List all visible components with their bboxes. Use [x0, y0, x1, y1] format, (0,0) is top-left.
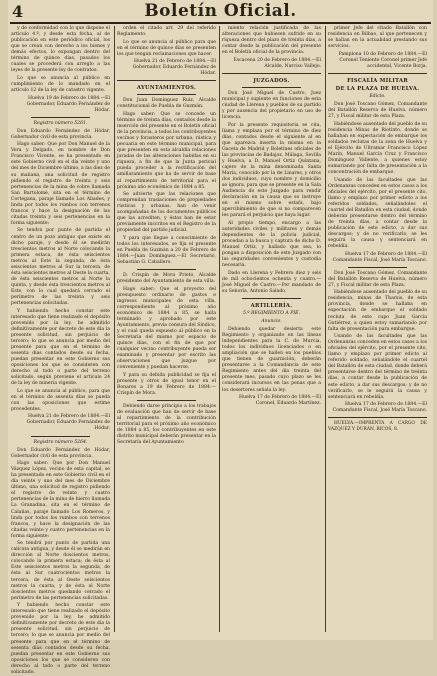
section-heading: Registro número 5261. — [33, 120, 88, 126]
paragraph: primer Jefe del citado Batallón con residencia en Bilbao, al que pertenecen y se hallan en la actualidad prestando sus servicios. — [328, 26, 427, 50]
column-divider — [219, 26, 220, 632]
paragraph: y de conformidad con lo que dispone el artículo 4.º, y desde esta fecha, al de publicación en este periódico oficial, los que se crean con derecho a los bienes y demás efectos, lo expongan dentro del término de quince días, pasados los cuales se procederá con arreglo a las leyes de la presente ley de contratos. — [11, 26, 110, 74]
section-heading: Registro número 5264. — [33, 439, 88, 445]
signature: Huelva 17 de Febrero de 1884.—El Comandante Fiscal, José María Toscano. — [332, 402, 427, 414]
header-rule — [10, 22, 431, 24]
divider — [31, 117, 90, 118]
signature: Pamplona 10 de Febrero de 1884.—El Coronel Teniente Coronel primer Jefe accidental, Vicente Borja. — [338, 51, 427, 69]
page-title: Boletín Oficial. — [144, 1, 297, 21]
column-divider — [325, 26, 326, 632]
paragraph: D. Crispín de Mora Prieto, Alcalde presidente del Ayuntamiento de esta villa. — [117, 273, 216, 285]
page-header — [8, 0, 433, 22]
section-subheading: Edicto. — [369, 93, 386, 99]
divider — [242, 87, 301, 88]
paragraph: Se advierte que las relaciones que comprendan traslaciones de propiedades rústicas y urbanas, han de venir acompañadas de los documentos públicos que las acrediten, y éstos han de estar previamente inscritos en el Registro de la propiedad del partido judicial. — [117, 192, 216, 234]
newspaper-page — [8, 0, 433, 675]
signature: Huelva 17 de Febrero de 1884.—El Comandante Fiscal, José María Toscano. — [332, 251, 427, 263]
column-2 — [117, 26, 216, 632]
divider — [242, 298, 301, 299]
divider — [117, 80, 216, 81]
signature: Huelva 21 de Febrero de 1884.—El Gobernador, Eduardo Fernández de Hódar. — [132, 59, 216, 77]
paragraph: Se tendrá por punto de partida el centro de un pozo antiguo que existe en dicho paraje, y desde él se medirán trescientos metros al Norte colocando la primera estaca, de ésta seiscientos metros al Este la segunda, de ésta seiscientos metros al Sur la tercera, de ésta seiscientos metros al Oeste la cuarta, de ésta seiscientos metros al Norte la quinta, y desde ésta trescientos metros al Este, con lo cual quedará cerrado el perímetro de las treinta y seis pertenencias solicitadas. — [11, 228, 110, 307]
divider — [137, 269, 196, 270]
paragraph: Hago saber: Que el proyecto del presupuesto ordinario de gastos e ingresos municipales de esta villa, correspondiente al próximo año económico de 1884 a 85, se halla terminado y aprobado por este Ayuntamiento, previa censura del Síndico, y el cual queda expuesto al público en la Secretaría del mismo por espacio de quince días, con el fin de que por cualquier vecino contribuyente pueda ser examinado y presentar por escrito las observaciones que juzgue por conveniente y puedan hacerse. — [117, 286, 216, 371]
column-divider — [114, 26, 115, 632]
section-heading: JUZGADOS. — [253, 77, 290, 84]
page-number: 4 — [12, 2, 24, 21]
section-subheading: Anuncio. — [261, 319, 282, 325]
divider — [348, 267, 407, 268]
paragraph: Y habiendo hecho constar este interesado que tiene realizado el depósito prevenido por la ley, he admitido definitivamente por decreto de este día la presente solicitud, sin perjuicio de tercero; lo que se anuncia por medio del presente para que en el término de sesenta días contados desde su fecha, puedan presentar en este Gobierno sus oposiciones los que se consideren con derecho al todo o parte del terreno solicitado. — [11, 603, 110, 675]
signature: Huelva 19 de Febrero de 1884.—El Gobernador, Eduardo Fernández de Hódar. — [26, 95, 110, 113]
paragraph: Debiendo quedar desierta este Regimiento y organizado en las líneas independientes para la C. de Murcia, todos los individuos licenciados o en ampliación que se hallen en los pueblos que tienen de guarnición, deberán presentarse a la Comandancia de este Regimiento antes del día treinta del presente mes, pasado cuyo plazo se les considerará incursos en las penas que a los desertores señala la ley. — [222, 327, 321, 393]
paragraph: Hago saber: Que por Don Manuel Vázquez López, vecino de esta capital, se ha presentado en este Gobierno civil en el día veinte y uno del mes de Diciembre último, una solicitud de registro pidiendo el registro de veinte y cuatro pertenencias de la mina de hierro llamada La Granadina, sita en el término de Calañas, paraje llamado Los Romeros, y linda por todos los rumbos con terrenos francos, y hace la designación de las citadas veinte y cuatro pertenencias en la forma siguiente: — [11, 461, 110, 539]
paragraph: Don José Miguel de Castro, Juez municipal y suplente en funciones de esta ciudad de Llerena y pueblos de su partido y por ausencia del propietario en uso de licencia. — [222, 90, 321, 121]
paragraph: Lo que se anuncia al público para que en el término de quince días se presenten los que tengan reclamaciones que hacer. — [117, 39, 216, 57]
paragraph: Hago saber: Que se concede un término de treinta días, contados desde la inserción del presente en el Boletín oficial de la provincia, a todos los contribuyentes vecinos y forasteros por urbana, rústica y pecuaria en este término municipal, para que presenten en esta alcaldía relaciones juradas de las alteraciones habidas en su riqueza, a fin de que la Junta pericial pueda proceder a la rectificación del amillaramiento que ha de servir de base al repartimiento de territorial para el próximo año económico de 1884 a 85. — [117, 112, 216, 190]
paragraph: Lo que se anuncia al público, para que en el término de sesenta días se pueda con las oposiciones que estime procedentes. — [11, 388, 110, 412]
divider — [137, 94, 196, 95]
divider — [31, 436, 90, 437]
column-4 — [328, 26, 427, 632]
paragraph: Habiéndose ausentado del pueblo de su residencia Minas de Riotinto, donde se hallaban en expectación de embarque los soldados reclutas de la zona de Huelva y el Ejército de Ultramar Francisco López Marín, Manuel García Cruz y Francisco Domínguez Valiente, a quienes estoy sumariando por falta de presentación a la concentración de embarque. — [328, 121, 427, 175]
divider — [328, 417, 427, 418]
paragraph: Don Juan Domínguez Ruiz, Alcalde constitucional de Puebla de Guzmán. — [117, 98, 216, 110]
paragraph: Don Eduardo Fernández de Hódar, Gobernador civil de esta provincia. — [11, 447, 110, 459]
column-3 — [222, 26, 321, 632]
divider — [222, 73, 321, 74]
printer-imprint: HUELVA.—IMPRENTA A CARGO DE VÁZQUEZ Y DURÁN, RICOS, 8. — [328, 421, 427, 433]
paragraph: Debiendo darse principio a los trabajos de evaluación que han de servir de base al repartimiento de la contribución territorial para el próximo año económico de 1884 a 85, los contribuyentes en este distrito municipal deberán presentar en la Secretaría del Ayuntamiento — [117, 404, 216, 446]
paragraph: orden el citado art. 29 del referido Reglamento. — [117, 26, 216, 38]
section-heading: FISCALÍA MILITAR — [347, 77, 408, 84]
paragraph: Habiéndose ausentado del pueblo de su residencia, minas de Tharsis, de esta provincia, donde se hallaba en expectación de embarque el soldado recluta de este cupo Juan García Gutiérrez, a quien estoy sumariando por falta de presentación para embarque. — [328, 290, 427, 332]
section-subheading: 5.º REGIMIENTO A PIÉ. — [243, 310, 300, 316]
section-heading: AYUNTAMIENTOS. — [136, 85, 197, 92]
divider — [137, 400, 196, 401]
paragraph: Se tendrá por punto de partida una calicata antigua, y desde él se medirán en dirección al Norte doscientos metros, colocando la primera estaca; de ésta al Este seiscientos metros la segunda, de ésta al Sur cuatrocientos metros la tercera, de ésta al Oeste seiscientos metros la cuarta, y de ésta al Norte doscientos metros quedando cerrado el perímetro de las pertenencias solicitadas. — [11, 541, 110, 601]
paragraph: Usando de las facultades que las Ordenanzas conceden en estos casos a los oficiales del ejército, por el presente cito, llamo y emplazo por primer edicto al referido soldado, señalándole el cuartel del Batallón de esta ciudad, donde deberá presentarse dentro del término de treinta días, a contar desde la publicación de este edicto, a dar sus descargos; y de no verificarlo, se le seguirá la causa y sentenciará en rebeldía. — [328, 334, 427, 400]
paragraph: Y habiendo hecho constar este interesado que tiene realizado el depósito prevenido por la ley, he admitido definitivamente por decreto de este día la presente solicitud, sin perjuicio de tercero; lo que se anuncia por medio del presente para que en el término de sesenta días contados desde su fecha, puedan presentar en este Gobierno sus oposiciones los que se consideren con derecho al todo o parte del terreno solicitado, según previene el artículo 24 de la ley de minería vigente. — [11, 308, 110, 387]
paragraph: Por la presente requisitoria se cita, llama y emplaza por el término de diez días, contados desde el siguiente al en que aparezca inserta la misma en la Gaceta de Madrid y Boletines oficiales de las provincias de Badajoz, Málaga, Sevilla y Huelva, a D. Manuel Ortiz Quintana, cajero de la mina denominada Santa María, conocido por la de Linares, y otros dos individuos, cuyo nombre y domicilio se ignora, para que se presente en la Sala Audiencia de este Juzgado para rendir declaración en la causa que se instruye en el mismo sobre estafa, bajo apercibimiento de que si no comparecen les parará el perjuicio que haya lugar. — [222, 122, 321, 219]
paragraph: Y para su debida publicidad se fija el presente y otros de igual tenor en el Bonares a 19 de Febrero de 1884.—Crispín de Mora. — [117, 372, 216, 397]
signature: Huelva 17 de Febrero de 1884.—El Coronel, Eduardo Martínez. — [239, 395, 321, 407]
paragraph: Don Eduardo Fernández de Hódar, Gobernador civil de esta provincia. — [11, 128, 110, 140]
column-1 — [11, 26, 110, 675]
paragraph: Usando de las facultades que las Ordenanzas conceden en estos casos a los oficiales del ejército, por el presente cito, llamo y emplazo por primer edicto a los referidos soldados, señalándoles el cuartel del Batallón en esta ciudad, donde deberán presentarse dentro del término de treinta días, a contar desde la publicación de este edicto, a dar sus descargos; y de no verificarlo, se les seguirá la causa y sentenciará en rebeldía. — [328, 177, 427, 250]
paragraph: Lo que se anuncia al público en cumplimiento de lo mandado en el artículo 12 de la ley de catastro vigente. — [11, 75, 110, 93]
paragraph: Hago saber: Que por Don Manuel de la Vera y Delgado, en nombre de Don Francisco Vicente, se ha presentado en este Gobierno civil en el día veinte y uno del mes de Diciembre último, a las diez de su mañana, una solicitud de registro pidiendo el registro de treinta y seis pertenencias de la mina de cobre llamada San Bartolomé, sita en el término de Cortegana, paraje llamado Los Abades, y linda por todos los rumbos con terrenos francos y hace la designación de las citadas treinta y seis pertenencias en la forma siguiente: — [11, 142, 110, 226]
divider — [328, 73, 427, 74]
paragraph: miento relación justificada de las alteraciones que hubiesen sufrido en su riqueza dentro del plazo de treinta días, a contar desde la publicación del presente en el Boletín oficial de la provincia. — [222, 26, 321, 56]
paragraph: Don José Toscano Gómez, Comandante del Batallón Reserva de Huelva, número 27, y Fiscal militar de esta Plaza. — [328, 270, 427, 288]
section-heading: DE LA PLAZA DE HUELVA. — [335, 85, 420, 92]
section-heading: ARTILLERÍA. — [250, 302, 293, 309]
signature: Huelva 21 de Febrero de 1884.—El Gobernador, Eduardo Fernández de Hódar. — [26, 414, 110, 432]
paragraph: Al propio tiempo, encargo a las autoridades civiles y militares y demás dependientes de la policía judicial, procedan a la busca y captura de dicho D. Manuel Ortiz, y hallado que sea, lo pongan a disposición de este Juzgado con las seguridades convenientes y custodia necesaria. — [222, 220, 321, 269]
signature: Escacena 20 de Febrero de 1884.—El Alcalde, Narciso Vallejo. — [233, 57, 321, 69]
paragraph: Dado en Llerena y Febrero diez y seis de mil ochocientos ochenta y cuatro.—José Miguel de Castro.—Por mandado de su Señoría, Antonio Salado. — [222, 270, 321, 294]
paragraph: Y para que llegue a conocimiento de todos los interesados, se fija el presente en Puebla de Guzmán a 20 de Febrero de 1884.—Juan Domínguez.—El Secretario, Sebastián G. Caballero. — [117, 235, 216, 266]
paragraph: Don José Toscano Gómez, Comandante del Batallón Reserva de Huelva, número 27, y Fiscal militar de esta Plaza. — [328, 101, 427, 120]
